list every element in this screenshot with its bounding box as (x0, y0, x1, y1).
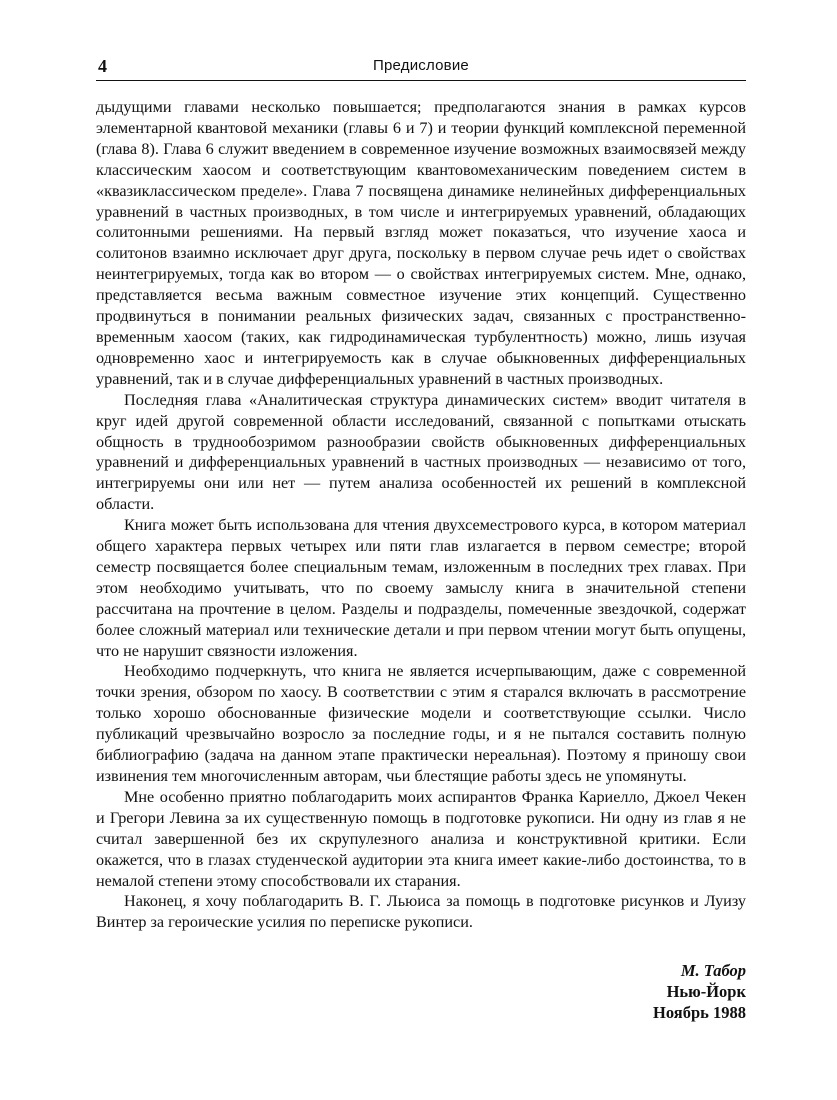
signature-date: Ноябрь 1988 (653, 1003, 746, 1023)
signature-place: Нью-Йорк (666, 982, 746, 1002)
signature-author: М. Табор (680, 961, 746, 981)
page-number: 4 (98, 56, 107, 76)
signature-block (96, 960, 746, 1023)
paragraph-course-usage: Книга может быть использована для чтения двухсеместрового курса, в котором материал общего характера первых четырех или пяти глав излагается в первом семестре; второй семестр посвящается более специальным темам, изложенным в последних трех главах. При этом необходимо учитывать, что по своему замыслу книга в значительной степени рассчитана на прочтение в целом. Разделы и подразделы, помеченные звездочкой, содержат более сложный материал или технические детали и при первом чтении могут быть опущены, что не нарушит связности изложения. (96, 516, 746, 660)
paragraph-last-chapter: Последняя глава «Аналитическая структура динамических систем» вводит читателя в круг идей другой современной области исследований, связанной с попытками отыскать общность в труднообозримом разнообразии свойств обыкновенных дифференциальных уравнений и дифференциальных уравнений в частных производных — независимо от того, интегрируемы они или нет — путем анализа особенностей их решений в комплексной области. (96, 390, 746, 514)
paragraph-acknowledgements-other: Наконец, я хочу поблагодарить В. Г. Льюиса за помощь в подготовке рисунков и Луизу Винтер за героические усилия по переписке рукописи. (96, 892, 746, 932)
preface-body (96, 97, 746, 933)
paragraph-acknowledgements-students: Мне особенно приятно поблагодарить моих аспирантов Франка Кариелло, Джоел Чекен и Грегори Левина за их существенную помощь в подготовке рукописи. Ни одну из глав я не считал завершенной без их скрупулезного анализа и конструктивной критики. Если окажется, что в глазах студенческой аудитории эта книга имеет какие-либо достоинства, то в немалой степени этому способствовали их старания. (96, 787, 746, 890)
page-header (96, 52, 746, 80)
running-title: Предисловие (373, 57, 469, 74)
book-page (96, 52, 746, 1023)
paragraph-continuation: дыдущими главами несколько повышается; предполагаются знания в рамках курсов элементарной квантовой механики (главы 6 и 7) и теории функций комплексной переменной (глава 8). Глава 6 служит введением в современное изучение возможных взаимосвязей между классическим хаосом и соответствующим квантовомеханическим поведением систем в «квазиклассическом пределе». Глава 7 посвящена динамике нелинейных дифференциальных уравнений в частных производных, в том числе и интегрируемых уравнений, обладающих солитонными решениями. На первый взгляд может показаться, что изучение хаоса и солитонов взаимно исключает друг друга, поскольку в первом случае речь идет о свойствах неинтегрируемых, тогда как во втором — о свойствах интегрируемых систем. Мне, однако, представляется весьма важным совместное изучение этих концепций. Существенно продвинуться в понимании реальных физических задач, связанных с пространственно-временным хаосом (таких, как гидродинамическая турбулентность) можно, лишь изучая одновременно хаос и интегрируемость как в случае обыкновенных дифференциальных уравнений, так и в случае дифференциальных уравнений в частных производных. (96, 98, 746, 388)
paragraph-scope: Необходимо подчеркнуть, что книга не является исчерпывающим, даже с современной точки зрения, обзором по хаосу. В соответствии с этим я старался включать в рассмотрение только хорошо обоснованные физические модели и соответствующие ссылки. Число публикаций чрезвычайно возросло за последние годы, и я не пытался составить полную библиографию (задача на данном этапе практически нереальная). Поэтому я приношу свои извинения тем многочисленным авторам, чьи блестящие работы здесь не упомянуты. (96, 662, 746, 785)
header-rule (96, 80, 746, 81)
